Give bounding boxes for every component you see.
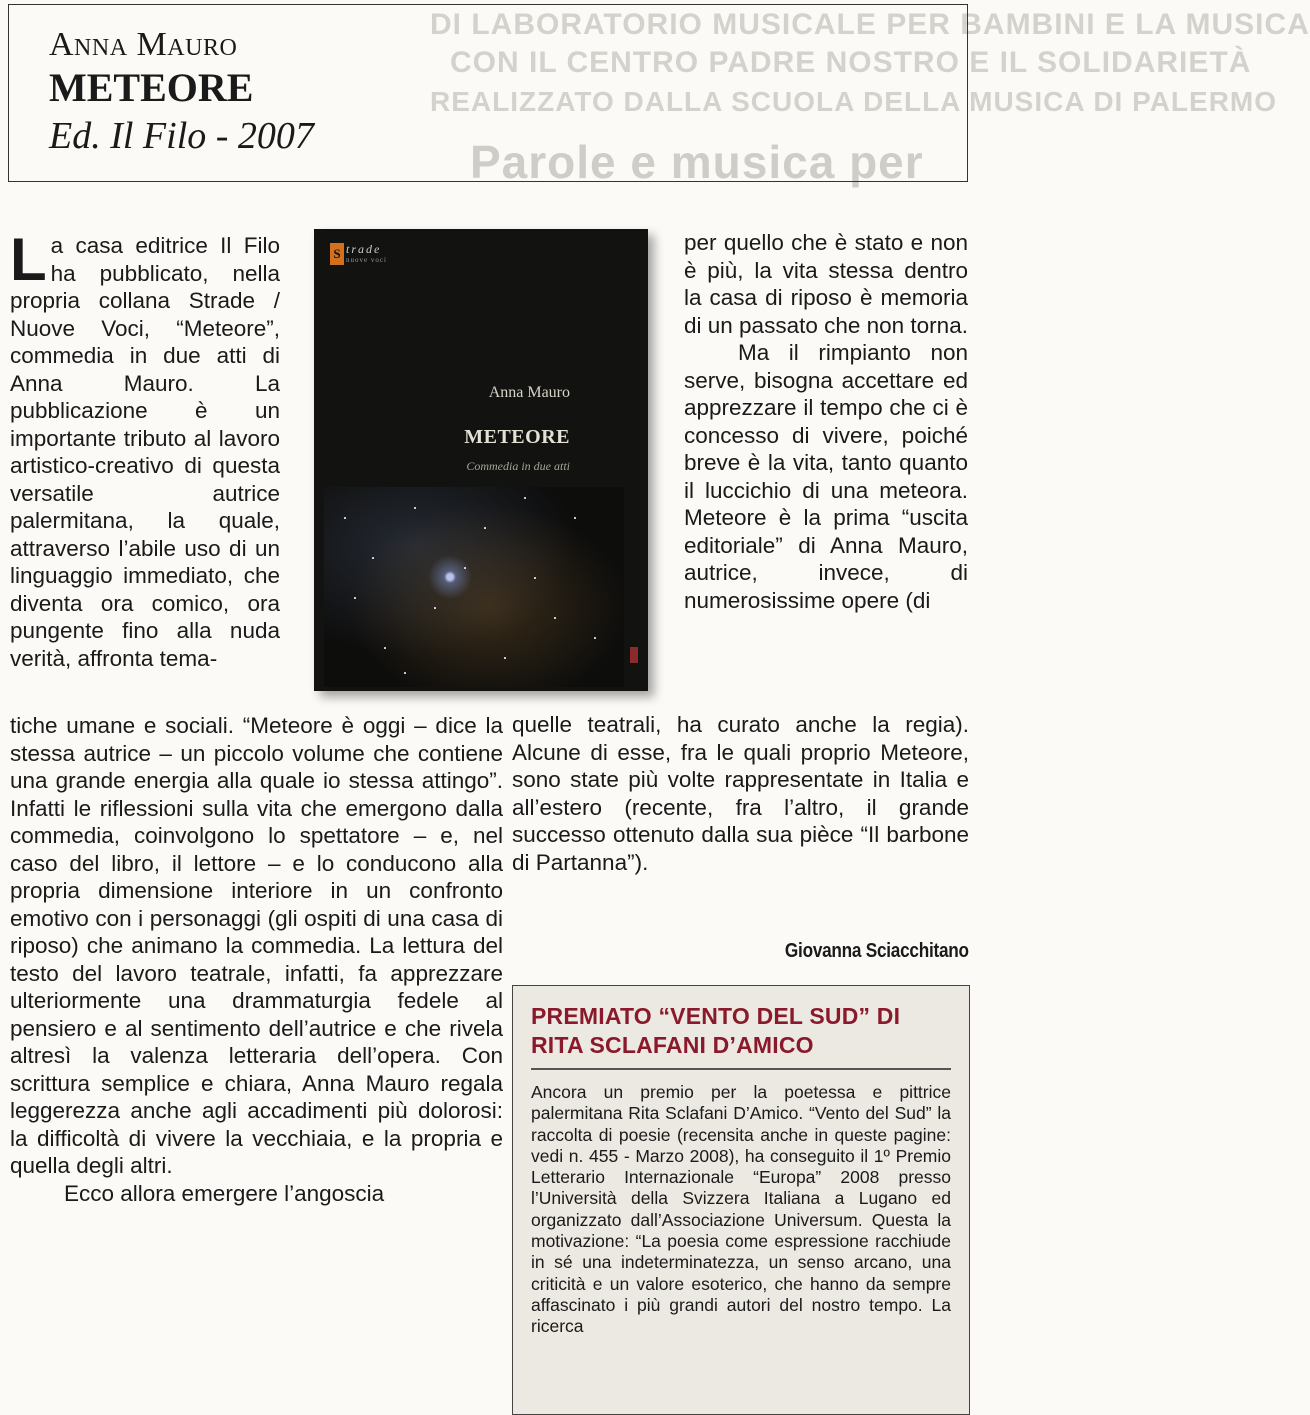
book-author: Anna Mauro xyxy=(49,26,238,63)
ghost-line: DI LABORATORIO MUSICALE PER BAMBINI E LA MUSICA xyxy=(430,8,1310,41)
article-paragraph: a casa editrice Il Filo ha pubblicato, nella propria collana Strade / Nuove Voci, “Meteore”, commedia in due atti di Anna Mauro. La pubblicazione è un importante tributo al lavoro artistico-creativo di questa versatile autrice palermitana, la quale, attraverso l’abile uso di un linguaggio immediato, che diventa ora comico, ora pungente fino alla nuda verità, affronta tema- xyxy=(10,233,280,671)
drop-cap: L xyxy=(10,226,47,293)
article-column-left xyxy=(10,226,280,672)
article-paragraph: Ecco allora emergere l’angoscia xyxy=(64,1180,385,1206)
review-header-box xyxy=(8,4,968,182)
cover-series-name: trade xyxy=(346,242,382,256)
series-logo-icon: S xyxy=(330,243,344,265)
review-header xyxy=(49,25,314,161)
news-box-text: Ancora un premio per la poetessa e pittrice palermitana Rita Sclafani D’Amico. “Vento del Sud” la raccolta di poesie (recensita anche in queste pagine: vedi n. 455 - Marzo 2008), ha conseguito il 1º Premio Letterario Internazionale “Europa” 2008 presso l’Università della Svizzera Italiana a Lugano ed organizzato dall’Associazione Universum. Questa la motivazione: “La poesia come espressione racchiude in sé una indeterminatezza, un senso arcano, una criticità e un valore esoterico, che hanno da sempre affascinato i più grandi autori del nostro tempo. La ricerca xyxy=(531,1082,951,1337)
news-box-title: PREMIATO “VENTO DEL SUD” DI RITA SCLAFANI D’AMICO xyxy=(531,1003,901,1058)
ghost-line: REALIZZATO DALLA SCUOLA DELLA MUSICA DI PALERMO xyxy=(430,86,1278,117)
article-column-left-lower xyxy=(10,712,503,1207)
cover-series-sub: nuove voci xyxy=(346,256,387,264)
article-paragraph: per quello che è stato e non è più, la vita stessa dentro la casa di riposo è memoria di un passato che non torna. xyxy=(684,230,968,338)
book-title: METEORE xyxy=(49,65,254,110)
ghost-line: CON IL CENTRO PADRE NOSTRO E IL SOLIDARIETÀ xyxy=(450,46,1252,79)
ghost-line: Parole e musica per xyxy=(470,136,924,188)
article-paragraph: quelle teatrali, ha curato anche la regia). Alcune di esse, fra le quali proprio Meteore, sono state più volte rappresentate in Italia e all’estero (recente, fra l’altro, il grande successo ottenuto dalla sua pièce “Il barbone di Partanna”). xyxy=(512,712,969,875)
starfield-image xyxy=(324,487,624,687)
cover-subtitle: Commedia in due atti xyxy=(466,459,570,473)
article-signature: Giovanna Sciacchitano xyxy=(785,940,969,962)
article-paragraph: Ma il rimpianto non serve, bisogna accettare ed apprezzare il tempo che ci è concesso di vivere, poiché breve è la vita, tanto quanto il luccichio di una meteora. Meteore è la prima “uscita editoriale” di Anna Mauro, autrice, invece, di numerosissime opere (di xyxy=(684,340,968,613)
article-column-right-lower xyxy=(512,711,969,876)
cover-author: Anna Mauro xyxy=(488,384,570,401)
cover-title: METEORE xyxy=(464,426,570,448)
publisher-mark-icon xyxy=(630,647,638,663)
news-box xyxy=(512,985,970,1415)
book-cover-image xyxy=(314,229,648,691)
news-box-divider xyxy=(531,1068,951,1070)
article-paragraph: tiche umane e sociali. “Meteore è oggi – dice la stessa autrice – un piccolo volume che contiene una grande energia alla quale io stessa attingo”. Infatti le riflessioni sulla vita che emergono dalla commedia, coinvolgono lo spettatore – e, nel caso del libro, il lettore – e lo conducono alla propria dimensione interiore in un confronto emotivo con i personaggi (gli ospiti di una casa di riposo) che animano la commedia. La lettura del testo del lavoro teatrale, infatti, fa apprezzare ulteriormente una drammaturgia fedele al pensiero e al sentimento dell’autrice e che rivela altresì la valenza letteraria dell’opera. Con scrittura semplice e chiara, Anna Mauro regala leggerezza anche agli accadimenti più dolorosi: la difficoltà di vivere la vecchiaia, e la propria e quella degli altri. xyxy=(10,713,503,1178)
book-edition: Ed. Il Filo - 2007 xyxy=(49,115,314,157)
article-column-right xyxy=(684,229,968,614)
